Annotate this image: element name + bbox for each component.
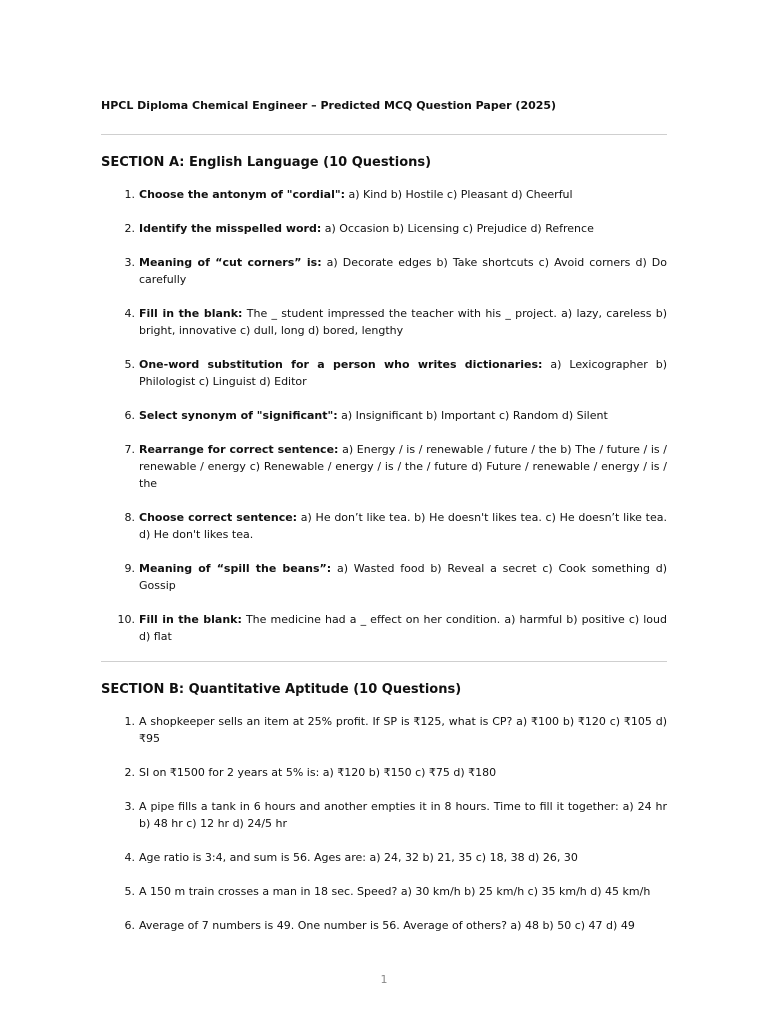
question-text: a) Wasted food b) Reveal a secret c) Cook something d) Gossip bbox=[139, 562, 668, 592]
question-number: 6. bbox=[124, 919, 135, 932]
question-text: A pipe fills a tank in 6 hours and another empties it in 8 hours. Time to fill it together: a) 24 hr b) 48 hr c) 12 hr d) 24/5 hr bbox=[139, 800, 667, 830]
question-number: 2. bbox=[124, 766, 135, 779]
question-text: The _ student impressed the teacher with his _ project. a) lazy, careless b) bright, innovative c) dull, long d) bored, lengthy bbox=[139, 307, 667, 337]
question-text: Age ratio is 3:4, and sum is 56. Ages are: a) 24, 32 b) 21, 35 c) 18, 38 d) 26, 30 bbox=[139, 851, 578, 864]
question-lead: One-word substitution for a person who writes dictionaries: bbox=[139, 358, 543, 371]
question-number: 2. bbox=[124, 222, 135, 235]
question-lead: Meaning of “cut corners” is: bbox=[139, 256, 322, 269]
question-item bbox=[101, 254, 667, 288]
section-b-heading: SECTION B: Quantitative Aptitude (10 Questions) bbox=[101, 682, 462, 697]
question-item bbox=[101, 611, 667, 645]
question-item bbox=[101, 356, 667, 390]
question-item bbox=[101, 220, 667, 237]
question-text: SI on ₹1500 for 2 years at 5% is: a) ₹120 b) ₹150 c) ₹75 d) ₹180 bbox=[139, 766, 497, 779]
document-title: HPCL Diploma Chemical Engineer – Predicted MCQ Question Paper (2025) bbox=[101, 99, 557, 112]
question-number: 6. bbox=[124, 409, 135, 422]
question-lead: Fill in the blank: bbox=[139, 307, 243, 320]
question-number: 5. bbox=[124, 885, 135, 898]
question-number: 1. bbox=[124, 715, 135, 728]
question-number: 3. bbox=[124, 256, 135, 269]
question-number: 7. bbox=[124, 443, 135, 456]
question-item bbox=[101, 509, 667, 543]
question-text: A shopkeeper sells an item at 25% profit. If SP is ₹125, what is CP? a) ₹100 b) ₹120 c) ₹105 d) ₹95 bbox=[139, 715, 667, 745]
divider-middle bbox=[101, 661, 667, 662]
question-number: 1. bbox=[124, 188, 135, 201]
question-item bbox=[101, 441, 667, 492]
page-number: 1 bbox=[380, 973, 388, 986]
question-text: A 150 m train crosses a man in 18 sec. Speed? a) 30 km/h b) 25 km/h c) 35 km/h d) 45 km/h bbox=[139, 885, 651, 898]
question-number: 8. bbox=[124, 511, 135, 524]
question-lead: Fill in the blank: bbox=[139, 613, 242, 626]
section-b-question-list bbox=[101, 713, 667, 934]
question-text: a) Occasion b) Licensing c) Prejudice d) Refrence bbox=[321, 222, 594, 235]
section-a-heading: SECTION A: English Language (10 Questions) bbox=[101, 155, 432, 170]
question-item bbox=[101, 849, 667, 866]
question-lead: Identify the misspelled word: bbox=[139, 222, 322, 235]
question-text: a) He don’t like tea. b) He doesn't likes tea. c) He doesn’t like tea. d) He don't likes tea. bbox=[139, 511, 667, 541]
question-text: Average of 7 numbers is 49. One number is 56. Average of others? a) 48 b) 50 c) 47 d) 49 bbox=[139, 919, 635, 932]
question-lead: Choose the antonym of "cordial": bbox=[139, 188, 345, 201]
question-text: a) Insignificant b) Important c) Random d) Silent bbox=[337, 409, 608, 422]
question-text: The medicine had a _ effect on her condition. a) harmful b) positive c) loud d) flat bbox=[139, 613, 667, 643]
question-item bbox=[101, 713, 667, 747]
question-lead: Rearrange for correct sentence: bbox=[139, 443, 339, 456]
question-number: 9. bbox=[124, 562, 135, 575]
question-text: a) Energy / is / renewable / future / the b) The / future / is / renewable / energy c) Renewable / energy / is / the / future d) Future / renewable / energy / is / the bbox=[139, 443, 668, 490]
question-number: 5. bbox=[124, 358, 135, 371]
question-text: a) Lexicographer b) Philologist c) Linguist d) Editor bbox=[139, 358, 667, 388]
question-number: 3. bbox=[124, 800, 135, 813]
divider-top bbox=[101, 134, 667, 135]
question-item bbox=[101, 798, 667, 832]
question-item bbox=[101, 883, 667, 900]
section-a-question-list bbox=[101, 186, 667, 645]
question-item bbox=[101, 917, 667, 934]
question-lead: Choose correct sentence: bbox=[139, 511, 298, 524]
question-item bbox=[101, 407, 667, 424]
question-item bbox=[101, 186, 667, 203]
question-number: 4. bbox=[124, 851, 135, 864]
question-number: 10. bbox=[117, 613, 135, 626]
question-item bbox=[101, 305, 667, 339]
question-lead: Meaning of “spill the beans”: bbox=[139, 562, 332, 575]
question-item bbox=[101, 560, 667, 594]
question-text: a) Decorate edges b) Take shortcuts c) Avoid corners d) Do carefully bbox=[139, 256, 667, 286]
question-lead: Select synonym of "significant": bbox=[139, 409, 338, 422]
question-number: 4. bbox=[124, 307, 135, 320]
question-item bbox=[101, 764, 667, 781]
question-text: a) Kind b) Hostile c) Pleasant d) Cheerful bbox=[344, 188, 573, 201]
document-page bbox=[101, 98, 667, 934]
